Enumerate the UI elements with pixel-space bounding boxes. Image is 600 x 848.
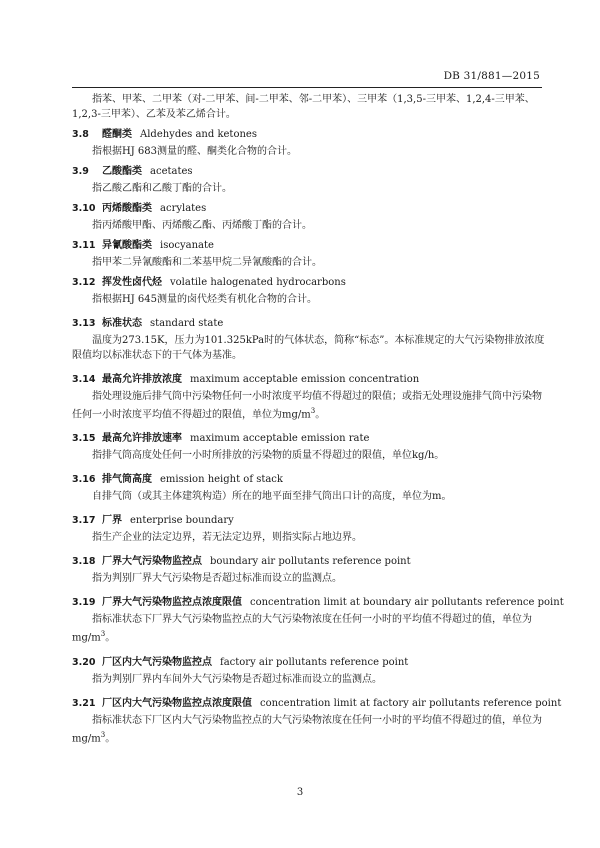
term-definition [72,181,548,196]
term-definition [72,389,548,422]
term-chinese: 厂界大气污染物监控点浓度限值 [102,597,242,609]
term-english: boundary air pollutants reference point [210,556,411,568]
definition-entry [72,275,548,307]
term-heading [72,316,548,331]
term-chinese: 厂区内大气污染物监控点 [102,656,212,668]
definition-text: 温度为273.15K，压力为101.325kPa时的气体状态，简称“标态”。本标准规定的大气污染物排放浓度限值均以标准状态下的干气体为基准。 [72,335,545,361]
term-chinese: 最高允许排放速率 [102,433,182,445]
term-heading [72,655,548,670]
term-english: concentration limit at boundary air pollutants reference point [250,597,564,609]
term-heading [72,554,548,569]
term-definition [72,255,548,270]
definition-text: 指为判别厂界内车间外大气污染物是否超过标准而设立的监测点。 [92,673,382,685]
term-heading [72,127,548,142]
definition-text: 指标准状态下厂界大气污染物监控点的大气污染物浓度在任何一小时的平均值不得超过的值，单位为mg/m [72,614,532,644]
term-english: standard state [150,318,224,329]
definition-entry [72,127,548,159]
definition-list [72,127,564,746]
term-english: Aldehydes and ketones [140,129,257,140]
term-definition [72,713,548,746]
term-definition [72,218,548,233]
term-heading [72,472,548,487]
term-definition [72,530,548,545]
term-chinese: 挥发性卤代烃 [102,277,162,288]
definition-entry [72,595,564,645]
term-heading [72,513,548,528]
definition-entry [72,696,562,746]
term-definition [72,448,548,463]
unit-superscript: 3 [100,730,106,739]
unit-superscript: 3 [100,630,106,639]
clause-number: 3.15 [72,433,96,445]
term-chinese: 厂界 [102,515,122,527]
definition-text: 指根据HJ 683测量的醛、酮类化合物的合计。 [92,146,297,157]
term-heading [72,431,548,446]
definition-end-punctuation: 。 [105,632,116,644]
term-english: acrylates [160,203,207,214]
page-number: 3 [296,787,304,798]
definition-entry [72,372,548,422]
definition-text: 指乙酸乙酯和乙酸丁酯的合计。 [92,183,232,194]
clause-number: 3.9 [72,166,89,177]
term-chinese: 乙酸酯类 [102,166,142,177]
clause-number: 3.11 [72,240,96,251]
definition-text: 指处理设施后排气筒中污染物任何一小时浓度平均值不得超过的限值；或指无处理设施排气筒中污染物任何一小时浓度平均值不得超过的限值，单位为mg/m [72,391,542,421]
clause-number: 3.10 [72,203,96,214]
term-definition [72,333,548,363]
term-definition [72,612,548,645]
term-heading [72,696,562,711]
unit-superscript: 3 [310,407,316,415]
term-chinese: 标准状态 [102,318,142,329]
term-english: maximum acceptable emission rate [190,433,370,445]
term-english: emission height of stack [160,474,283,486]
term-english: concentration limit at factory air pollutants reference point [260,697,562,709]
definition-end-punctuation: 。 [105,732,116,744]
term-english: factory air pollutants reference point [220,656,409,668]
definition-text: 指生产企业的法定边界，若无法定边界，则指实际占地边界。 [92,532,362,544]
term-english: isocyanate [160,240,214,251]
clause-number: 3.17 [72,515,96,527]
definition-text: 指根据HJ 645测量的卤代烃类有机化合物的合计。 [92,294,317,305]
term-heading [72,201,548,216]
term-heading [72,595,564,610]
document-id-header: DB 31/881—2015 [443,70,540,82]
definition-entry [72,164,548,196]
clause-number: 3.14 [72,374,96,385]
clause-number: 3.12 [72,277,96,288]
term-heading [72,238,548,253]
definition-text: 指为判别厂界大气污染物是否超过标准而设立的监测点。 [92,573,342,585]
definition-text: 指丙烯酸甲酯、丙烯酸乙酯、丙烯酸丁酯的合计。 [92,220,312,231]
clause-number: 3.19 [72,597,96,609]
term-chinese: 厂区内大气污染物监控点浓度限值 [102,697,252,709]
term-heading [72,372,548,387]
term-english: enterprise boundary [130,515,234,527]
term-chinese: 异氰酸酯类 [102,240,152,251]
definition-text: 指排气筒高度处任何一小时所排放的污染物的质量不得超过的限值，单位kg/h。 [92,450,445,462]
definition-entry [72,554,548,586]
term-chinese: 排气筒高度 [102,474,152,486]
term-chinese: 最高允许排放浓度 [102,374,182,385]
definition-entry [72,431,548,463]
clause-number: 3.18 [72,556,96,568]
term-english: maximum acceptable emission concentration [190,374,420,385]
definition-entry [72,201,548,233]
clause-number: 3.20 [72,656,96,668]
term-chinese: 丙烯酸酯类 [102,203,152,214]
definition-entry [72,513,548,545]
header-rule [72,87,542,88]
term-heading [72,275,548,290]
definition-entry [72,472,548,504]
definition-end-punctuation: 。 [315,409,326,421]
term-heading [72,164,548,179]
definition-entry [72,316,548,363]
term-english: volatile halogenated hydrocarbons [170,277,346,288]
term-english: acetates [150,166,193,177]
clause-number: 3.8 [72,129,89,140]
document-body [72,92,564,746]
term-chinese: 醛酮类 [102,129,132,140]
term-definition [72,672,548,687]
term-definition [72,489,548,504]
term-definition [72,571,548,586]
clause-number: 3.16 [72,474,96,486]
definition-text: 自排气筒（或其主体建筑构造）所在的地平面至排气筒出口计的高度，单位为m。 [92,491,452,503]
intro-paragraph: 指苯、甲苯、二甲苯（对-二甲苯、间-二甲苯、邻-二甲苯）、三甲苯（1,3,5-三甲苯、1,2,4-三甲苯、1,2,3-三甲苯）、乙苯及苯乙烯合计。 [72,94,535,120]
clause-number: 3.21 [72,697,96,709]
term-definition [72,144,548,159]
definition-text: 指甲苯二异氰酸酯和二苯基甲烷二异氰酸酯的合计。 [92,257,322,268]
definition-entry [72,238,548,270]
clause-number: 3.13 [72,318,96,329]
definition-entry [72,655,548,687]
definition-text: 指标准状态下厂区内大气污染物监控点的大气污染物浓度在任何一小时的平均值不得超过的值，单位为mg/m [72,714,542,744]
term-chinese: 厂界大气污染物监控点 [102,556,202,568]
term-definition [72,292,548,307]
